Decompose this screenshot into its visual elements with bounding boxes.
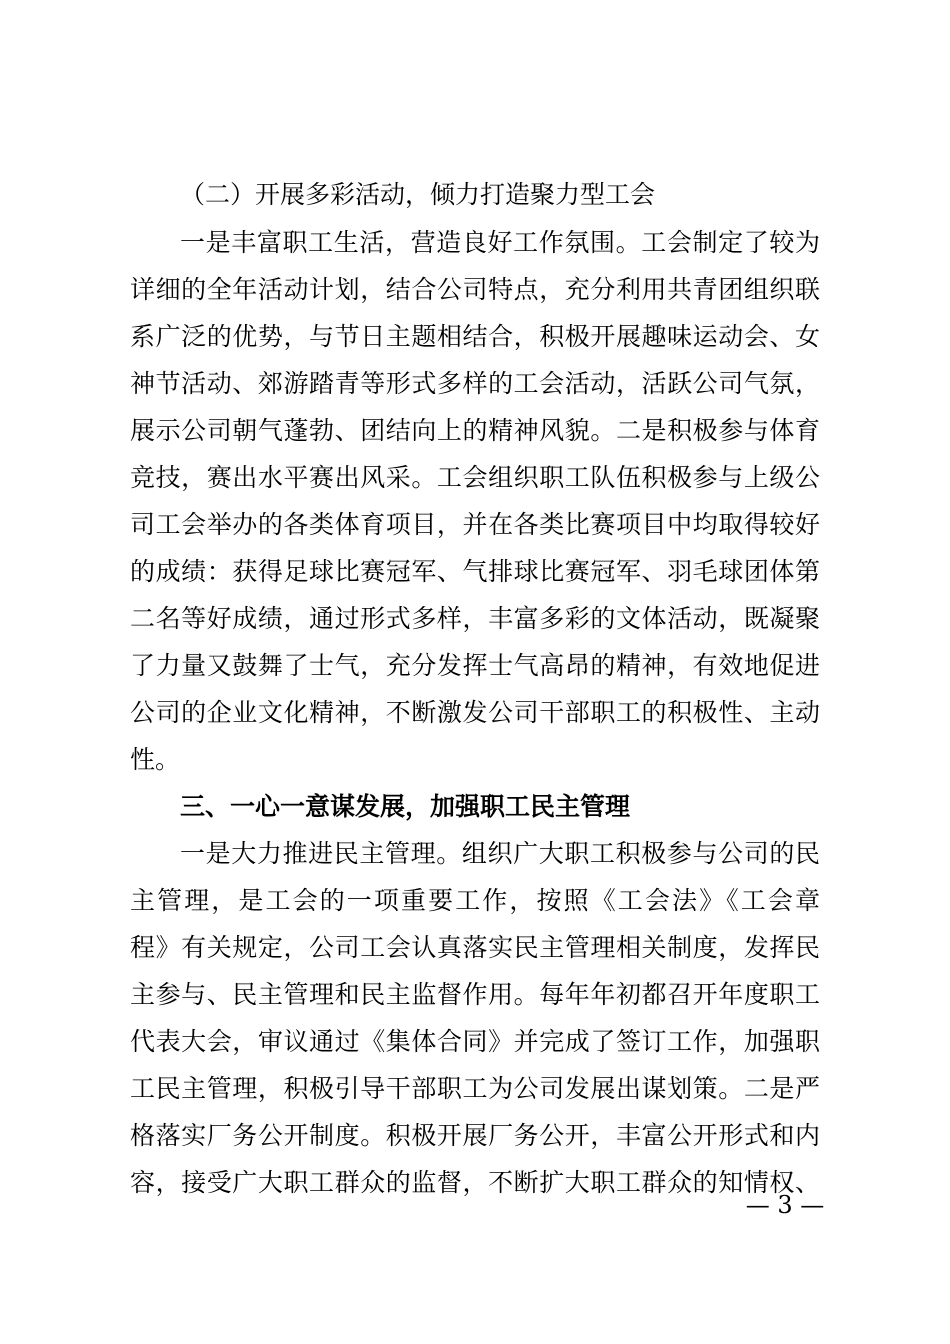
paragraph-line: 格落实厂务公开制度。积极开展厂务公开，丰富公开形式和内: [130, 1121, 820, 1150]
paragraph-line: 一是大力推进民主管理。组织广大职工积极参与公司的民: [180, 839, 820, 868]
section-three-heading: 三、一心一意谋发展，加强职工民主管理: [180, 792, 631, 821]
paragraph-line: 二名等好成绩，通过形式多样，丰富多彩的文体活动，既凝聚: [130, 604, 820, 633]
paragraph-line: 程》有关规定，公司工会认真落实民主管理相关制度，发挥民: [130, 933, 820, 962]
paragraph-line: 一是丰富职工生活，营造良好工作氛围。工会制定了较为: [180, 228, 820, 257]
paragraph-line: 代表大会，审议通过《集体合同》并完成了签订工作，加强职: [130, 1027, 820, 1056]
paragraph-line: 主管理，是工会的一项重要工作，按照《工会法》《工会章: [130, 886, 820, 915]
paragraph-line: 的成绩：获得足球比赛冠军、气排球比赛冠军、羽毛球团体第: [130, 557, 820, 586]
paragraph-line: 司工会举办的各类体育项目，并在各类比赛项目中均取得较好: [130, 510, 820, 539]
paragraph-line: 公司的企业文化精神，不断激发公司干部职工的积极性、主动: [130, 698, 820, 727]
paragraph-line: 了力量又鼓舞了士气，充分发挥士气高昂的精神，有效地促进: [130, 651, 820, 680]
paragraph-line: 性。: [130, 745, 181, 774]
page-number: — 3 —: [745, 1191, 825, 1219]
paragraph-line: 竞技，赛出水平赛出风采。工会组织职工队伍积极参与上级公: [130, 463, 820, 492]
paragraph-line: 容，接受广大职工群众的监督，不断扩大职工群众的知情权、: [130, 1168, 820, 1197]
section-two-subheading: （二）开展多彩活动，倾力打造聚力型工会: [180, 180, 656, 209]
paragraph-line: 工民主管理，积极引导干部职工为公司发展出谋划策。二是严: [130, 1074, 820, 1103]
paragraph-line: 详细的全年活动计划，结合公司特点，充分利用共青团组织联: [130, 275, 820, 304]
paragraph-line: 系广泛的优势，与节日主题相结合，积极开展趣味运动会、女: [130, 322, 820, 351]
paragraph-line: 神节活动、郊游踏青等形式多样的工会活动，活跃公司气氛，: [130, 369, 820, 398]
paragraph-line: 展示公司朝气蓬勃、团结向上的精神风貌。二是积极参与体育: [130, 416, 820, 445]
paragraph-line: 主参与、民主管理和民主监督作用。每年年初都召开年度职工: [130, 980, 820, 1009]
